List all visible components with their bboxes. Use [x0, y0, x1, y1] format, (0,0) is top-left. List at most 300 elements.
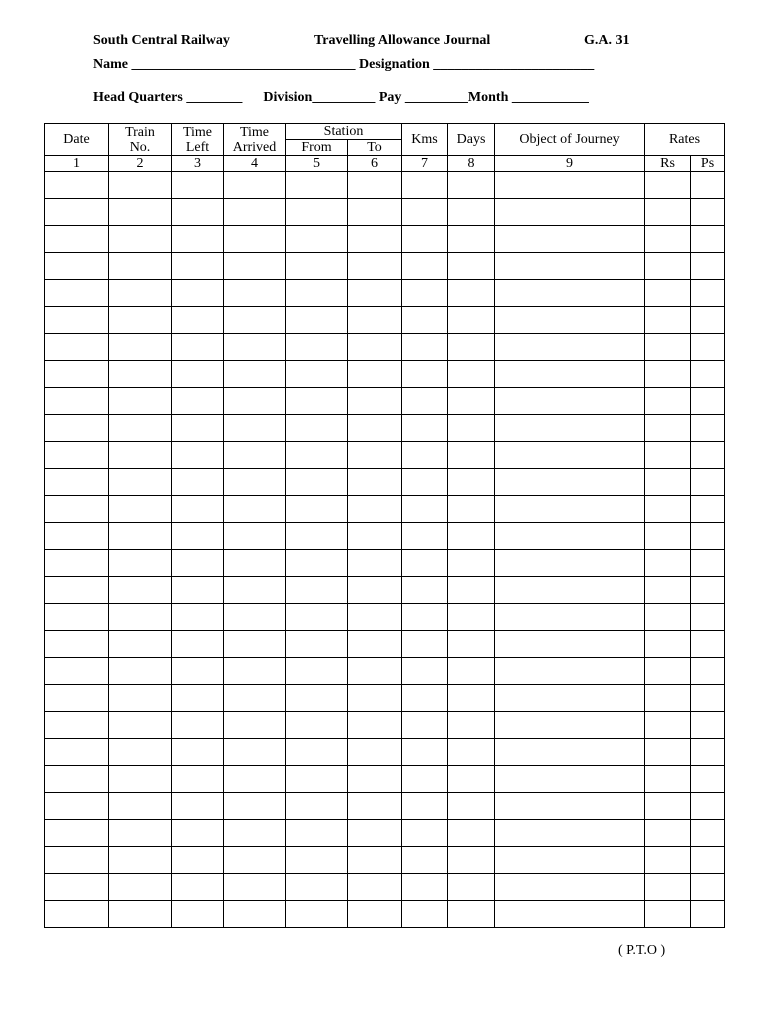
date-cell[interactable] — [45, 658, 109, 685]
rates-ps-cell[interactable] — [691, 658, 725, 685]
time-arrived-cell[interactable] — [224, 199, 286, 226]
rates-rs-cell[interactable] — [645, 361, 691, 388]
time-left-cell[interactable] — [172, 766, 224, 793]
days-cell[interactable] — [448, 901, 495, 928]
date-cell[interactable] — [45, 226, 109, 253]
time-left-cell[interactable] — [172, 685, 224, 712]
from-station-cell[interactable] — [286, 469, 348, 496]
date-cell[interactable] — [45, 172, 109, 199]
time-arrived-cell[interactable] — [224, 280, 286, 307]
time-left-cell[interactable] — [172, 712, 224, 739]
rates-ps-cell[interactable] — [691, 226, 725, 253]
train-no-cell[interactable] — [109, 415, 172, 442]
time-left-cell[interactable] — [172, 496, 224, 523]
to-station-cell[interactable] — [348, 253, 402, 280]
kms-cell[interactable] — [402, 226, 448, 253]
rates-rs-cell[interactable] — [645, 415, 691, 442]
time-arrived-cell[interactable] — [224, 577, 286, 604]
from-station-cell[interactable] — [286, 685, 348, 712]
date-cell[interactable] — [45, 793, 109, 820]
time-arrived-cell[interactable] — [224, 631, 286, 658]
rates-ps-cell[interactable] — [691, 334, 725, 361]
to-station-cell[interactable] — [348, 739, 402, 766]
rates-rs-cell[interactable] — [645, 847, 691, 874]
object-of-journey-cell[interactable] — [495, 847, 645, 874]
time-arrived-cell[interactable] — [224, 253, 286, 280]
object-of-journey-cell[interactable] — [495, 550, 645, 577]
object-of-journey-cell[interactable] — [495, 523, 645, 550]
to-station-cell[interactable] — [348, 442, 402, 469]
time-left-cell[interactable] — [172, 334, 224, 361]
time-arrived-cell[interactable] — [224, 766, 286, 793]
date-cell[interactable] — [45, 496, 109, 523]
date-cell[interactable] — [45, 523, 109, 550]
train-no-cell[interactable] — [109, 550, 172, 577]
rates-rs-cell[interactable] — [645, 820, 691, 847]
object-of-journey-cell[interactable] — [495, 442, 645, 469]
to-station-cell[interactable] — [348, 280, 402, 307]
rates-rs-cell[interactable] — [645, 712, 691, 739]
rates-rs-cell[interactable] — [645, 739, 691, 766]
rates-ps-cell[interactable] — [691, 604, 725, 631]
from-station-cell[interactable] — [286, 253, 348, 280]
rates-rs-cell[interactable] — [645, 766, 691, 793]
kms-cell[interactable] — [402, 712, 448, 739]
days-cell[interactable] — [448, 712, 495, 739]
rates-ps-cell[interactable] — [691, 199, 725, 226]
from-station-cell[interactable] — [286, 334, 348, 361]
date-cell[interactable] — [45, 712, 109, 739]
days-cell[interactable] — [448, 739, 495, 766]
kms-cell[interactable] — [402, 496, 448, 523]
time-arrived-cell[interactable] — [224, 739, 286, 766]
rates-rs-cell[interactable] — [645, 631, 691, 658]
time-left-cell[interactable] — [172, 631, 224, 658]
time-left-cell[interactable] — [172, 172, 224, 199]
time-arrived-cell[interactable] — [224, 685, 286, 712]
to-station-cell[interactable] — [348, 793, 402, 820]
kms-cell[interactable] — [402, 307, 448, 334]
date-cell[interactable] — [45, 415, 109, 442]
kms-cell[interactable] — [402, 766, 448, 793]
time-arrived-cell[interactable] — [224, 469, 286, 496]
time-arrived-cell[interactable] — [224, 388, 286, 415]
date-cell[interactable] — [45, 631, 109, 658]
object-of-journey-cell[interactable] — [495, 415, 645, 442]
train-no-cell[interactable] — [109, 226, 172, 253]
rates-ps-cell[interactable] — [691, 442, 725, 469]
time-arrived-cell[interactable] — [224, 496, 286, 523]
days-cell[interactable] — [448, 766, 495, 793]
object-of-journey-cell[interactable] — [495, 307, 645, 334]
rates-rs-cell[interactable] — [645, 901, 691, 928]
days-cell[interactable] — [448, 388, 495, 415]
division-field[interactable]: _________ — [312, 90, 376, 105]
kms-cell[interactable] — [402, 199, 448, 226]
name-field[interactable]: ________________________________ — [131, 57, 356, 72]
train-no-cell[interactable] — [109, 766, 172, 793]
time-left-cell[interactable] — [172, 388, 224, 415]
time-left-cell[interactable] — [172, 577, 224, 604]
to-station-cell[interactable] — [348, 658, 402, 685]
object-of-journey-cell[interactable] — [495, 280, 645, 307]
rates-ps-cell[interactable] — [691, 361, 725, 388]
kms-cell[interactable] — [402, 631, 448, 658]
to-station-cell[interactable] — [348, 415, 402, 442]
train-no-cell[interactable] — [109, 874, 172, 901]
days-cell[interactable] — [448, 631, 495, 658]
to-station-cell[interactable] — [348, 712, 402, 739]
from-station-cell[interactable] — [286, 874, 348, 901]
kms-cell[interactable] — [402, 820, 448, 847]
date-cell[interactable] — [45, 361, 109, 388]
object-of-journey-cell[interactable] — [495, 172, 645, 199]
days-cell[interactable] — [448, 172, 495, 199]
time-arrived-cell[interactable] — [224, 226, 286, 253]
train-no-cell[interactable] — [109, 712, 172, 739]
time-arrived-cell[interactable] — [224, 415, 286, 442]
days-cell[interactable] — [448, 415, 495, 442]
rates-ps-cell[interactable] — [691, 172, 725, 199]
object-of-journey-cell[interactable] — [495, 496, 645, 523]
from-station-cell[interactable] — [286, 766, 348, 793]
rates-rs-cell[interactable] — [645, 496, 691, 523]
kms-cell[interactable] — [402, 550, 448, 577]
from-station-cell[interactable] — [286, 523, 348, 550]
date-cell[interactable] — [45, 253, 109, 280]
from-station-cell[interactable] — [286, 604, 348, 631]
train-no-cell[interactable] — [109, 685, 172, 712]
rates-rs-cell[interactable] — [645, 550, 691, 577]
date-cell[interactable] — [45, 469, 109, 496]
time-arrived-cell[interactable] — [224, 550, 286, 577]
rates-rs-cell[interactable] — [645, 199, 691, 226]
to-station-cell[interactable] — [348, 901, 402, 928]
time-arrived-cell[interactable] — [224, 604, 286, 631]
from-station-cell[interactable] — [286, 226, 348, 253]
kms-cell[interactable] — [402, 658, 448, 685]
date-cell[interactable] — [45, 550, 109, 577]
rates-ps-cell[interactable] — [691, 577, 725, 604]
train-no-cell[interactable] — [109, 496, 172, 523]
rates-rs-cell[interactable] — [645, 307, 691, 334]
rates-ps-cell[interactable] — [691, 280, 725, 307]
train-no-cell[interactable] — [109, 847, 172, 874]
object-of-journey-cell[interactable] — [495, 253, 645, 280]
train-no-cell[interactable] — [109, 253, 172, 280]
days-cell[interactable] — [448, 334, 495, 361]
date-cell[interactable] — [45, 577, 109, 604]
train-no-cell[interactable] — [109, 604, 172, 631]
kms-cell[interactable] — [402, 172, 448, 199]
days-cell[interactable] — [448, 847, 495, 874]
time-left-cell[interactable] — [172, 820, 224, 847]
time-arrived-cell[interactable] — [224, 847, 286, 874]
train-no-cell[interactable] — [109, 280, 172, 307]
time-left-cell[interactable] — [172, 874, 224, 901]
object-of-journey-cell[interactable] — [495, 685, 645, 712]
to-station-cell[interactable] — [348, 307, 402, 334]
rates-rs-cell[interactable] — [645, 253, 691, 280]
train-no-cell[interactable] — [109, 172, 172, 199]
time-left-cell[interactable] — [172, 658, 224, 685]
time-arrived-cell[interactable] — [224, 307, 286, 334]
date-cell[interactable] — [45, 334, 109, 361]
time-arrived-cell[interactable] — [224, 361, 286, 388]
from-station-cell[interactable] — [286, 901, 348, 928]
days-cell[interactable] — [448, 577, 495, 604]
days-cell[interactable] — [448, 874, 495, 901]
train-no-cell[interactable] — [109, 631, 172, 658]
kms-cell[interactable] — [402, 469, 448, 496]
to-station-cell[interactable] — [348, 361, 402, 388]
from-station-cell[interactable] — [286, 361, 348, 388]
to-station-cell[interactable] — [348, 766, 402, 793]
days-cell[interactable] — [448, 361, 495, 388]
days-cell[interactable] — [448, 604, 495, 631]
time-left-cell[interactable] — [172, 604, 224, 631]
date-cell[interactable] — [45, 901, 109, 928]
from-station-cell[interactable] — [286, 307, 348, 334]
train-no-cell[interactable] — [109, 334, 172, 361]
object-of-journey-cell[interactable] — [495, 901, 645, 928]
object-of-journey-cell[interactable] — [495, 226, 645, 253]
kms-cell[interactable] — [402, 739, 448, 766]
date-cell[interactable] — [45, 874, 109, 901]
train-no-cell[interactable] — [109, 442, 172, 469]
to-station-cell[interactable] — [348, 874, 402, 901]
object-of-journey-cell[interactable] — [495, 361, 645, 388]
object-of-journey-cell[interactable] — [495, 469, 645, 496]
object-of-journey-cell[interactable] — [495, 793, 645, 820]
kms-cell[interactable] — [402, 442, 448, 469]
to-station-cell[interactable] — [348, 847, 402, 874]
rates-ps-cell[interactable] — [691, 550, 725, 577]
days-cell[interactable] — [448, 820, 495, 847]
from-station-cell[interactable] — [286, 442, 348, 469]
time-left-cell[interactable] — [172, 550, 224, 577]
time-left-cell[interactable] — [172, 307, 224, 334]
to-station-cell[interactable] — [348, 496, 402, 523]
days-cell[interactable] — [448, 199, 495, 226]
rates-ps-cell[interactable] — [691, 847, 725, 874]
to-station-cell[interactable] — [348, 820, 402, 847]
date-cell[interactable] — [45, 442, 109, 469]
to-station-cell[interactable] — [348, 685, 402, 712]
kms-cell[interactable] — [402, 685, 448, 712]
time-arrived-cell[interactable] — [224, 793, 286, 820]
time-left-cell[interactable] — [172, 280, 224, 307]
rates-rs-cell[interactable] — [645, 442, 691, 469]
kms-cell[interactable] — [402, 874, 448, 901]
train-no-cell[interactable] — [109, 469, 172, 496]
from-station-cell[interactable] — [286, 550, 348, 577]
kms-cell[interactable] — [402, 793, 448, 820]
time-left-cell[interactable] — [172, 847, 224, 874]
to-station-cell[interactable] — [348, 523, 402, 550]
time-left-cell[interactable] — [172, 415, 224, 442]
to-station-cell[interactable] — [348, 226, 402, 253]
object-of-journey-cell[interactable] — [495, 739, 645, 766]
time-arrived-cell[interactable] — [224, 658, 286, 685]
days-cell[interactable] — [448, 280, 495, 307]
days-cell[interactable] — [448, 550, 495, 577]
rates-rs-cell[interactable] — [645, 658, 691, 685]
object-of-journey-cell[interactable] — [495, 604, 645, 631]
rates-ps-cell[interactable] — [691, 496, 725, 523]
kms-cell[interactable] — [402, 847, 448, 874]
to-station-cell[interactable] — [348, 199, 402, 226]
hq-field[interactable]: ________ — [186, 90, 243, 105]
rates-rs-cell[interactable] — [645, 523, 691, 550]
rates-rs-cell[interactable] — [645, 874, 691, 901]
from-station-cell[interactable] — [286, 415, 348, 442]
object-of-journey-cell[interactable] — [495, 388, 645, 415]
days-cell[interactable] — [448, 253, 495, 280]
days-cell[interactable] — [448, 442, 495, 469]
time-left-cell[interactable] — [172, 901, 224, 928]
object-of-journey-cell[interactable] — [495, 577, 645, 604]
time-left-cell[interactable] — [172, 442, 224, 469]
days-cell[interactable] — [448, 793, 495, 820]
date-cell[interactable] — [45, 604, 109, 631]
object-of-journey-cell[interactable] — [495, 766, 645, 793]
days-cell[interactable] — [448, 523, 495, 550]
train-no-cell[interactable] — [109, 658, 172, 685]
time-arrived-cell[interactable] — [224, 442, 286, 469]
time-arrived-cell[interactable] — [224, 874, 286, 901]
rates-ps-cell[interactable] — [691, 469, 725, 496]
rates-rs-cell[interactable] — [645, 469, 691, 496]
train-no-cell[interactable] — [109, 361, 172, 388]
time-left-cell[interactable] — [172, 226, 224, 253]
from-station-cell[interactable] — [286, 199, 348, 226]
rates-rs-cell[interactable] — [645, 226, 691, 253]
rates-rs-cell[interactable] — [645, 280, 691, 307]
from-station-cell[interactable] — [286, 793, 348, 820]
rates-ps-cell[interactable] — [691, 253, 725, 280]
train-no-cell[interactable] — [109, 523, 172, 550]
rates-rs-cell[interactable] — [645, 172, 691, 199]
date-cell[interactable] — [45, 847, 109, 874]
rates-rs-cell[interactable] — [645, 793, 691, 820]
rates-rs-cell[interactable] — [645, 334, 691, 361]
rates-ps-cell[interactable] — [691, 874, 725, 901]
from-station-cell[interactable] — [286, 847, 348, 874]
date-cell[interactable] — [45, 388, 109, 415]
rates-rs-cell[interactable] — [645, 577, 691, 604]
date-cell[interactable] — [45, 199, 109, 226]
train-no-cell[interactable] — [109, 739, 172, 766]
month-field[interactable]: ___________ — [511, 90, 589, 105]
object-of-journey-cell[interactable] — [495, 874, 645, 901]
rates-ps-cell[interactable] — [691, 739, 725, 766]
kms-cell[interactable] — [402, 253, 448, 280]
days-cell[interactable] — [448, 307, 495, 334]
object-of-journey-cell[interactable] — [495, 631, 645, 658]
kms-cell[interactable] — [402, 415, 448, 442]
date-cell[interactable] — [45, 307, 109, 334]
train-no-cell[interactable] — [109, 307, 172, 334]
rates-ps-cell[interactable] — [691, 685, 725, 712]
time-left-cell[interactable] — [172, 793, 224, 820]
from-station-cell[interactable] — [286, 496, 348, 523]
to-station-cell[interactable] — [348, 469, 402, 496]
time-left-cell[interactable] — [172, 739, 224, 766]
from-station-cell[interactable] — [286, 739, 348, 766]
time-arrived-cell[interactable] — [224, 172, 286, 199]
object-of-journey-cell[interactable] — [495, 199, 645, 226]
kms-cell[interactable] — [402, 604, 448, 631]
to-station-cell[interactable] — [348, 631, 402, 658]
date-cell[interactable] — [45, 685, 109, 712]
to-station-cell[interactable] — [348, 550, 402, 577]
train-no-cell[interactable] — [109, 793, 172, 820]
date-cell[interactable] — [45, 820, 109, 847]
train-no-cell[interactable] — [109, 820, 172, 847]
rates-ps-cell[interactable] — [691, 766, 725, 793]
train-no-cell[interactable] — [109, 388, 172, 415]
kms-cell[interactable] — [402, 577, 448, 604]
time-left-cell[interactable] — [172, 469, 224, 496]
rates-ps-cell[interactable] — [691, 631, 725, 658]
date-cell[interactable] — [45, 766, 109, 793]
time-arrived-cell[interactable] — [224, 820, 286, 847]
time-arrived-cell[interactable] — [224, 901, 286, 928]
kms-cell[interactable] — [402, 334, 448, 361]
from-station-cell[interactable] — [286, 280, 348, 307]
designation-field[interactable]: _______________________ — [433, 57, 595, 72]
time-arrived-cell[interactable] — [224, 334, 286, 361]
to-station-cell[interactable] — [348, 334, 402, 361]
time-left-cell[interactable] — [172, 253, 224, 280]
time-left-cell[interactable] — [172, 523, 224, 550]
kms-cell[interactable] — [402, 901, 448, 928]
days-cell[interactable] — [448, 226, 495, 253]
from-station-cell[interactable] — [286, 172, 348, 199]
train-no-cell[interactable] — [109, 577, 172, 604]
time-left-cell[interactable] — [172, 361, 224, 388]
rates-rs-cell[interactable] — [645, 388, 691, 415]
time-arrived-cell[interactable] — [224, 712, 286, 739]
train-no-cell[interactable] — [109, 901, 172, 928]
object-of-journey-cell[interactable] — [495, 712, 645, 739]
rates-ps-cell[interactable] — [691, 415, 725, 442]
to-station-cell[interactable] — [348, 172, 402, 199]
object-of-journey-cell[interactable] — [495, 820, 645, 847]
rates-rs-cell[interactable] — [645, 604, 691, 631]
days-cell[interactable] — [448, 496, 495, 523]
kms-cell[interactable] — [402, 388, 448, 415]
kms-cell[interactable] — [402, 280, 448, 307]
rates-ps-cell[interactable] — [691, 523, 725, 550]
rates-rs-cell[interactable] — [645, 685, 691, 712]
from-station-cell[interactable] — [286, 577, 348, 604]
from-station-cell[interactable] — [286, 658, 348, 685]
from-station-cell[interactable] — [286, 388, 348, 415]
object-of-journey-cell[interactable] — [495, 334, 645, 361]
time-arrived-cell[interactable] — [224, 523, 286, 550]
from-station-cell[interactable] — [286, 712, 348, 739]
to-station-cell[interactable] — [348, 577, 402, 604]
to-station-cell[interactable] — [348, 604, 402, 631]
from-station-cell[interactable] — [286, 631, 348, 658]
rates-ps-cell[interactable] — [691, 901, 725, 928]
to-station-cell[interactable] — [348, 388, 402, 415]
rates-ps-cell[interactable] — [691, 793, 725, 820]
kms-cell[interactable] — [402, 361, 448, 388]
object-of-journey-cell[interactable] — [495, 658, 645, 685]
